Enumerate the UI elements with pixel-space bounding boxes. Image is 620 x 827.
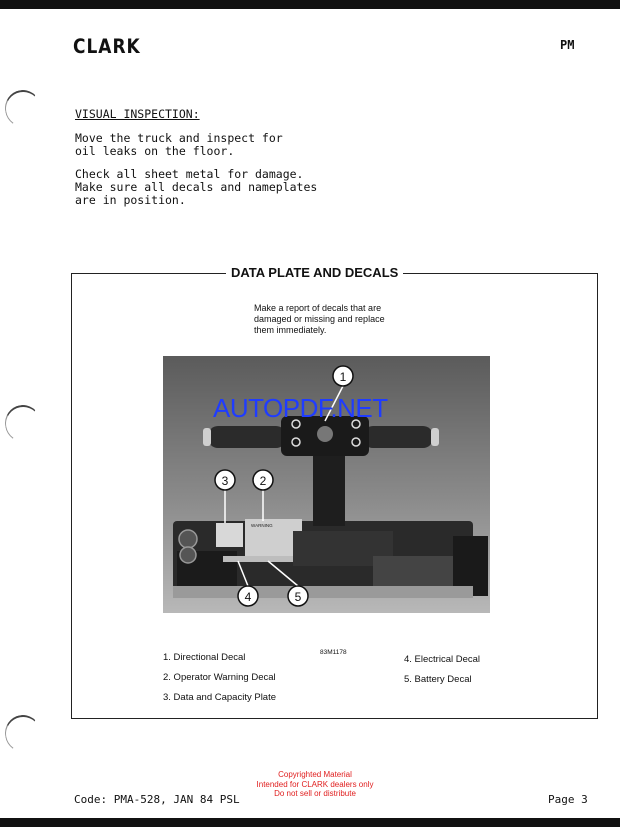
- decal-instruction: Make a report of decals that are damaged or missing and replace them immediately.: [254, 303, 385, 335]
- inspection-paragraph-1: Move the truck and inspect for oil leaks on the floor.: [75, 131, 283, 158]
- callout-1-label: 1: [339, 370, 347, 384]
- binder-hole-1: [2, 87, 44, 130]
- legend-item-1: 1. Directional Decal: [163, 652, 246, 663]
- page-number: Page 3: [548, 793, 588, 806]
- callout-3-label: 3: [221, 474, 229, 488]
- clark-logo: CLARK: [73, 35, 141, 59]
- figure-code: 83M1178: [320, 649, 347, 656]
- callout-5-label: 5: [294, 590, 302, 604]
- legend-item-2: 2. Operator Warning Decal: [163, 672, 276, 683]
- copyright-line-3: Do not sell or distribute: [274, 789, 356, 798]
- document-code: Code: PMA-528, JAN 84 PSL: [74, 793, 240, 806]
- visual-inspection-heading: VISUAL INSPECTION:: [75, 107, 200, 121]
- copyright-line-2: Intended for CLARK dealers only: [256, 779, 374, 789]
- watermark: AUTOPDF.NET: [213, 393, 388, 423]
- legend-item-5: 5. Battery Decal: [404, 674, 472, 685]
- callout-4-label: 4: [244, 590, 252, 604]
- legend-item-4: 4. Electrical Decal: [404, 654, 481, 665]
- section-label: PM: [560, 38, 575, 52]
- bottom-border: [0, 818, 620, 827]
- figure-title: [226, 265, 403, 280]
- top-border: [0, 0, 620, 9]
- legend-item-3: 3. Data and Capacity Plate: [163, 692, 277, 703]
- warning-decal-label: WARNING: [251, 523, 273, 528]
- binder-hole-3: [2, 712, 44, 755]
- binder-hole-2: [2, 402, 44, 445]
- copyright-line-1: Copyrighted Material: [278, 770, 352, 779]
- figure-title-text: DATA PLATE AND DECALS: [231, 265, 399, 280]
- inspection-paragraph-2: Check all sheet metal for damage. Make sure all decals and nameplates are in position.: [75, 167, 318, 207]
- callout-2-label: 2: [259, 474, 267, 488]
- copyright-notice: [240, 770, 390, 799]
